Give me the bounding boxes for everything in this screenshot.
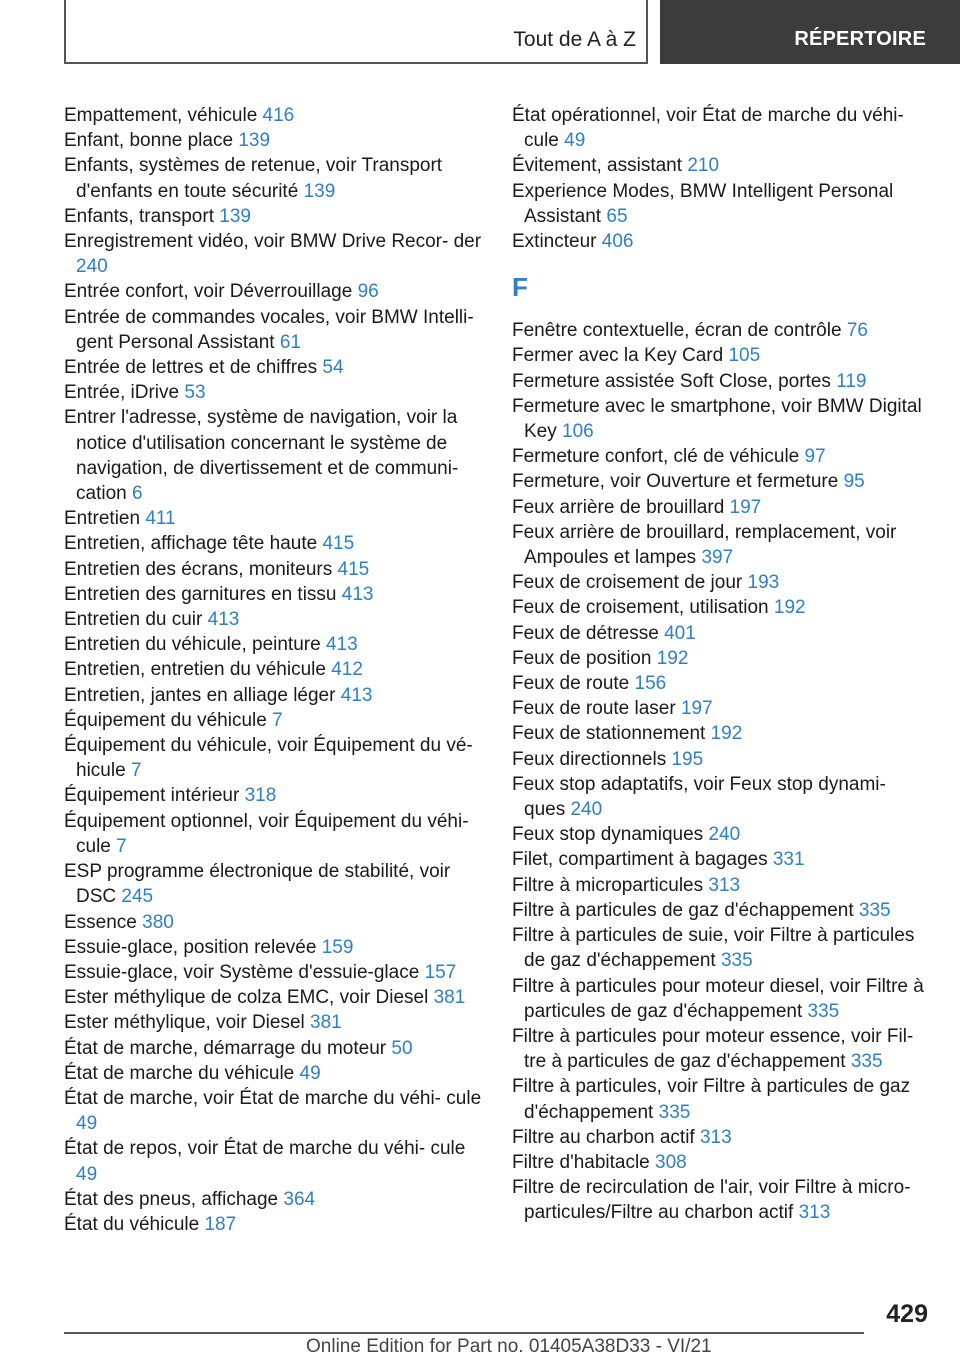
index-entry-page-link[interactable]: 61 [279, 331, 301, 353]
index-column-left [64, 103, 484, 1237]
index-entry-term: Entrée confort, voir Déverrouillage [64, 281, 353, 303]
index-entry [512, 394, 932, 444]
index-entry [512, 621, 932, 646]
index-entry-term: Feux de croisement, utilisation [512, 597, 769, 619]
index-entry-page-link[interactable]: 335 [720, 950, 753, 972]
index-entry-page-link[interactable]: 335 [850, 1051, 883, 1073]
index-entry-page-link[interactable]: 76 [846, 320, 868, 342]
index-entry [64, 809, 484, 859]
index-entry [64, 733, 484, 783]
index-entry-term: Extincteur [512, 231, 597, 253]
index-entry-term: Équipement du véhicule [64, 709, 267, 731]
index-entry-page-link[interactable]: 159 [321, 936, 354, 958]
index-entry-term: Filtre de recirculation de l'air, voir Filtre à micro‐ particules/Filtre au charbon actif [512, 1177, 911, 1224]
index-entry [512, 343, 932, 368]
index-entry-term: Filtre à microparticules [512, 874, 704, 896]
index-entry-page-link[interactable]: 95 [843, 471, 865, 493]
index-entry [64, 305, 484, 355]
index-entry-term: Feux de route [512, 673, 630, 695]
index-entry-page-link[interactable]: 49 [299, 1062, 321, 1084]
index-entry-term: État de repos, voir État de marche du véhi‐ cule [64, 1138, 466, 1160]
header-rule-divider [646, 0, 648, 64]
index-entry-page-link[interactable]: 192 [710, 723, 743, 745]
index-letter-heading: F [512, 272, 528, 303]
index-entry-term: Entretien des garnitures en tissu [64, 583, 337, 605]
index-entry-term: Filtre à particules de gaz d'échappement [512, 899, 854, 921]
index-entry-term: Feux arrière de brouillard, remplacement, voir Ampoules et lampes [512, 521, 897, 569]
index-entry-page-link[interactable]: 49 [564, 130, 586, 152]
index-entry-page-link[interactable]: 6 [131, 483, 143, 505]
index-entry [512, 721, 932, 746]
index-entry [512, 1074, 932, 1124]
index-entry-term: Entrée de lettres et de chiffres [64, 357, 318, 379]
index-entry-page-link[interactable]: 245 [121, 886, 154, 908]
index-entry [64, 1010, 484, 1035]
index-entry [64, 557, 484, 582]
index-entry-page-link[interactable]: 364 [283, 1188, 316, 1210]
index-entry [512, 747, 932, 772]
index-entry-term: Entrée de commandes vocales, voir BMW Intelli‐ gent Personal Assistant [64, 306, 474, 353]
index-entry-term: Fermer avec la Key Card [512, 345, 724, 367]
index-entry [64, 632, 484, 657]
index-entry [64, 229, 484, 279]
index-entry-page-link[interactable]: 413 [325, 634, 358, 656]
index-entry-term: Enregistrement vidéo, voir BMW Drive Recor‐ der [64, 231, 482, 253]
index-entry-term: Fermeture avec le smartphone, voir BMW Digital Key [512, 395, 922, 443]
index-entry-page-link[interactable]: 318 [244, 785, 277, 807]
index-entry-term: Fermeture assistée Soft Close, portes [512, 370, 831, 392]
index-entry [64, 405, 484, 506]
index-entry-term: Feux stop adaptatifs, voir Feux stop dynami‐ ques [512, 773, 886, 821]
index-entry-term: Feux de stationnement [512, 723, 706, 745]
footer-rule [64, 1332, 864, 1334]
index-entry-term: Experience Modes, BMW Intelligent Personal Assistant [512, 180, 894, 227]
index-entry-page-link[interactable]: 401 [664, 622, 696, 644]
index-entry-term: État de marche, voir État de marche du véhi‐ cule [64, 1087, 482, 1109]
index-entry [64, 985, 484, 1010]
index-entry [512, 671, 932, 696]
index-entry [64, 1036, 484, 1061]
index-group-e-continued [512, 103, 932, 254]
index-entry-term: Entretien des écrans, moniteurs [64, 558, 333, 580]
index-entry-term: Entrée, iDrive [64, 382, 180, 404]
index-entry-page-link[interactable]: 313 [699, 1126, 732, 1148]
index-entry [512, 570, 932, 595]
index-entry-page-link[interactable]: 139 [303, 180, 336, 202]
index-entry-page-link[interactable]: 7 [130, 760, 142, 782]
header-section-title: Tout de A à Z [513, 28, 636, 51]
index-entry [64, 607, 484, 632]
index-entry [64, 380, 484, 405]
index-entry-term: Filtre d'habitacle [512, 1151, 650, 1173]
index-entry-page-link[interactable]: 96 [357, 281, 379, 303]
index-entry-term: Filtre à particules, voir Filtre à particules de gaz d'échappement [512, 1076, 911, 1123]
index-entry-term: Équipement du véhicule, voir Équipement du vé‐ hicule [64, 735, 473, 782]
index-entry-page-link[interactable]: 53 [184, 382, 206, 404]
header-chapter-label: RÉPERTOIRE [794, 28, 926, 50]
index-entry-term: Essence [64, 911, 137, 933]
index-entry-page-link[interactable]: 139 [219, 205, 251, 227]
index-entry-term: Évitement, assistant [512, 155, 683, 177]
index-entry-term: Essuie-glace, position relevée [64, 936, 317, 958]
index-entry-page-link[interactable]: 187 [204, 1213, 237, 1235]
index-entry [64, 657, 484, 682]
index-entry [64, 506, 484, 531]
index-column-right [512, 103, 932, 1226]
index-entry [64, 783, 484, 808]
index-entry-term: Enfants, systèmes de retenue, voir Transport d'enfants en toute sécurité [64, 155, 443, 202]
index-entry-page-link[interactable]: 97 [804, 446, 826, 468]
header-rule-left [64, 0, 66, 64]
index-entry-term: Filet, compartiment à bagages [512, 849, 768, 871]
index-entry [512, 179, 932, 229]
index-entry-page-link[interactable]: 106 [562, 421, 594, 443]
index-entry [512, 469, 932, 494]
index-entry-page-link[interactable]: 397 [701, 547, 734, 569]
index-entry-term: Feux de détresse [512, 622, 659, 644]
index-entry-term: Entretien [64, 508, 141, 530]
index-entry [512, 1150, 932, 1175]
index-entry-term: État opérationnel, voir État de marche du véhi‐ cule [512, 105, 904, 152]
index-entry-term: Fermeture confort, clé de véhicule [512, 446, 800, 468]
index-entry-page-link[interactable]: 308 [655, 1151, 687, 1173]
index-entry [64, 1212, 484, 1237]
index-entry-page-link[interactable]: 413 [340, 684, 373, 706]
index-entry [64, 1061, 484, 1086]
index-entry-page-link[interactable]: 335 [658, 1101, 691, 1123]
index-entry [64, 1136, 484, 1186]
index-entry [512, 595, 932, 620]
header-rule-bottom [64, 62, 648, 64]
index-entry-page-link[interactable]: 193 [747, 572, 780, 594]
index-entry-term: Entretien du cuir [64, 609, 203, 631]
index-entry-page-link[interactable]: 411 [145, 508, 176, 530]
index-entry [512, 873, 932, 898]
index-entry-page-link[interactable]: 240 [570, 799, 603, 821]
index-entry-page-link[interactable]: 412 [331, 659, 363, 681]
index-entry-page-link[interactable]: 49 [76, 1163, 98, 1185]
index-entry-page-link[interactable]: 54 [322, 357, 344, 379]
index-entry [512, 898, 932, 923]
index-entry-term: État de marche du véhicule [64, 1062, 295, 1084]
index-entry [64, 531, 484, 556]
index-entry-term: État des pneus, affichage [64, 1188, 279, 1210]
index-entry-term: Feux de route laser [512, 698, 676, 720]
index-entry [64, 1187, 484, 1212]
index-entry-page-link[interactable]: 156 [634, 673, 667, 695]
index-entry-page-link[interactable]: 313 [708, 874, 741, 896]
index-entry-term: Empattement, véhicule [64, 105, 258, 126]
index-entry-term: Ester méthylique, voir Diesel [64, 1012, 305, 1034]
index-entry-term: Essuie-glace, voir Système d'essuie-glace [64, 961, 420, 983]
index-entry [512, 822, 932, 847]
index-entry-page-link[interactable]: 105 [728, 345, 761, 367]
index-entry-page-link[interactable]: 7 [272, 709, 283, 731]
index-entry-page-link[interactable]: 139 [238, 130, 271, 152]
index-entry [512, 444, 932, 469]
index-entry [512, 229, 932, 254]
index-entry-page-link[interactable]: 406 [601, 231, 634, 253]
index-entry [64, 935, 484, 960]
index-entry-term: Entrer l'adresse, système de navigation, voir la notice d'utilisation concernant le système de navigation, de divertissement et de communi‐ cation [64, 407, 459, 505]
index-entry-term: Feux arrière de brouillard [512, 496, 725, 518]
index-entry-term: Fenêtre contextuelle, écran de contrôle [512, 320, 842, 342]
index-entry [64, 103, 484, 128]
index-entry [64, 859, 484, 909]
index-entry-page-link[interactable]: 240 [708, 824, 741, 846]
index-entry-page-link[interactable]: 195 [671, 748, 704, 770]
index-entry [64, 1086, 484, 1136]
index-entry [512, 1024, 932, 1074]
index-entry-term: Entretien, entretien du véhicule [64, 659, 326, 681]
index-entry-term: Enfant, bonne place [64, 130, 234, 152]
index-entry-page-link[interactable]: 65 [606, 205, 628, 227]
index-entry [64, 204, 484, 229]
index-entry [64, 279, 484, 304]
index-entry-term: Filtre à particules de suie, voir Filtre à particules de gaz d'échappement [512, 925, 915, 972]
index-entry [64, 708, 484, 733]
index-entry-page-link[interactable]: 413 [341, 583, 374, 605]
index-entry-term: Fermeture, voir Ouverture et fermeture [512, 471, 839, 493]
index-entry [64, 153, 484, 203]
index-group-f [512, 318, 932, 1225]
index-entry-term: ESP programme électronique de stabilité, voir DSC [64, 861, 451, 908]
index-entry-term: Feux de croisement de jour [512, 572, 743, 594]
index-entry [512, 772, 932, 822]
index-entry [512, 369, 932, 394]
index-entry-term: Feux stop dynamiques [512, 824, 704, 846]
index-entry-page-link[interactable]: 157 [424, 961, 457, 983]
index-entry-term: Filtre à particules pour moteur essence, voir Fil‐ tre à particules de gaz d'échappement [512, 1025, 914, 1073]
index-entry-term: Feux directionnels [512, 748, 667, 770]
index-entry-term: Enfants, transport [64, 205, 214, 227]
index-entry-page-link[interactable]: 381 [310, 1012, 342, 1034]
index-entry-page-link[interactable]: 197 [729, 496, 762, 518]
index-entry [64, 582, 484, 607]
index-entry [512, 103, 932, 153]
index-entry-term: Feux de position [512, 647, 652, 669]
index-entry [64, 128, 484, 153]
index-entry-term: Équipement optionnel, voir Équipement du véhi‐ cule [64, 810, 469, 857]
index-entry [512, 974, 932, 1024]
index-entry-page-link[interactable]: 49 [76, 1113, 98, 1135]
index-entry-page-link[interactable]: 331 [772, 849, 805, 871]
index-entry [512, 318, 932, 343]
index-entry-page-link[interactable]: 197 [680, 698, 713, 720]
index-entry [512, 520, 932, 570]
index-entry-term: Filtre à particules pour moteur diesel, voir Filtre à particules de gaz d'échappement [512, 975, 924, 1022]
index-entry [512, 847, 932, 872]
index-entry-term: Entretien, jantes en alliage léger [64, 684, 336, 706]
index-entry [512, 495, 932, 520]
index-entry-term: Entretien, affichage tête haute [64, 533, 318, 555]
index-entry [512, 1175, 932, 1225]
footer-edition: Online Edition for Part no. 01405A38D33 - VI/21 [306, 1336, 712, 1357]
index-entry-page-link[interactable]: 380 [142, 911, 174, 933]
index-entry [512, 923, 932, 973]
index-entry-page-link[interactable]: 313 [798, 1202, 831, 1224]
index-entry-page-link[interactable]: 50 [391, 1037, 413, 1059]
index-entry-page-link[interactable]: 210 [687, 155, 720, 177]
index-entry-term: Ester méthylique de colza EMC, voir Diesel [64, 987, 429, 1009]
page-number: 429 [886, 1300, 928, 1328]
index-entry [64, 683, 484, 708]
index-entry-page-link[interactable]: 381 [433, 987, 466, 1009]
index-entry-page-link[interactable]: 335 [807, 1000, 840, 1022]
index-entry-term: Entretien du véhicule, peinture [64, 634, 321, 656]
index-entry-page-link[interactable]: 192 [773, 597, 806, 619]
index-entry-page-link[interactable]: 415 [322, 533, 355, 555]
index-entry [64, 960, 484, 985]
index-entry [512, 646, 932, 671]
index-entry-term: État du véhicule [64, 1213, 200, 1235]
index-entry [512, 696, 932, 721]
index-entry [64, 355, 484, 380]
index-entry [512, 1125, 932, 1150]
index-entry-term: État de marche, démarrage du moteur [64, 1037, 387, 1059]
header-chapter-tab[interactable] [660, 0, 960, 64]
index-entry-page-link[interactable]: 416 [262, 105, 295, 126]
index-entry-page-link[interactable]: 119 [836, 370, 867, 392]
index-entry-term: Filtre au charbon actif [512, 1126, 695, 1148]
index-entry-term: Équipement intérieur [64, 785, 240, 807]
index-entry-page-link[interactable]: 7 [116, 835, 127, 857]
index-entry-page-link[interactable]: 192 [656, 647, 689, 669]
index-entry-page-link[interactable]: 413 [207, 609, 240, 631]
index-entry-page-link[interactable]: 415 [337, 558, 370, 580]
index-entry [64, 910, 484, 935]
index-entry-page-link[interactable]: 335 [858, 899, 891, 921]
index-entry [512, 153, 932, 178]
index-entry-page-link[interactable]: 240 [76, 256, 108, 278]
